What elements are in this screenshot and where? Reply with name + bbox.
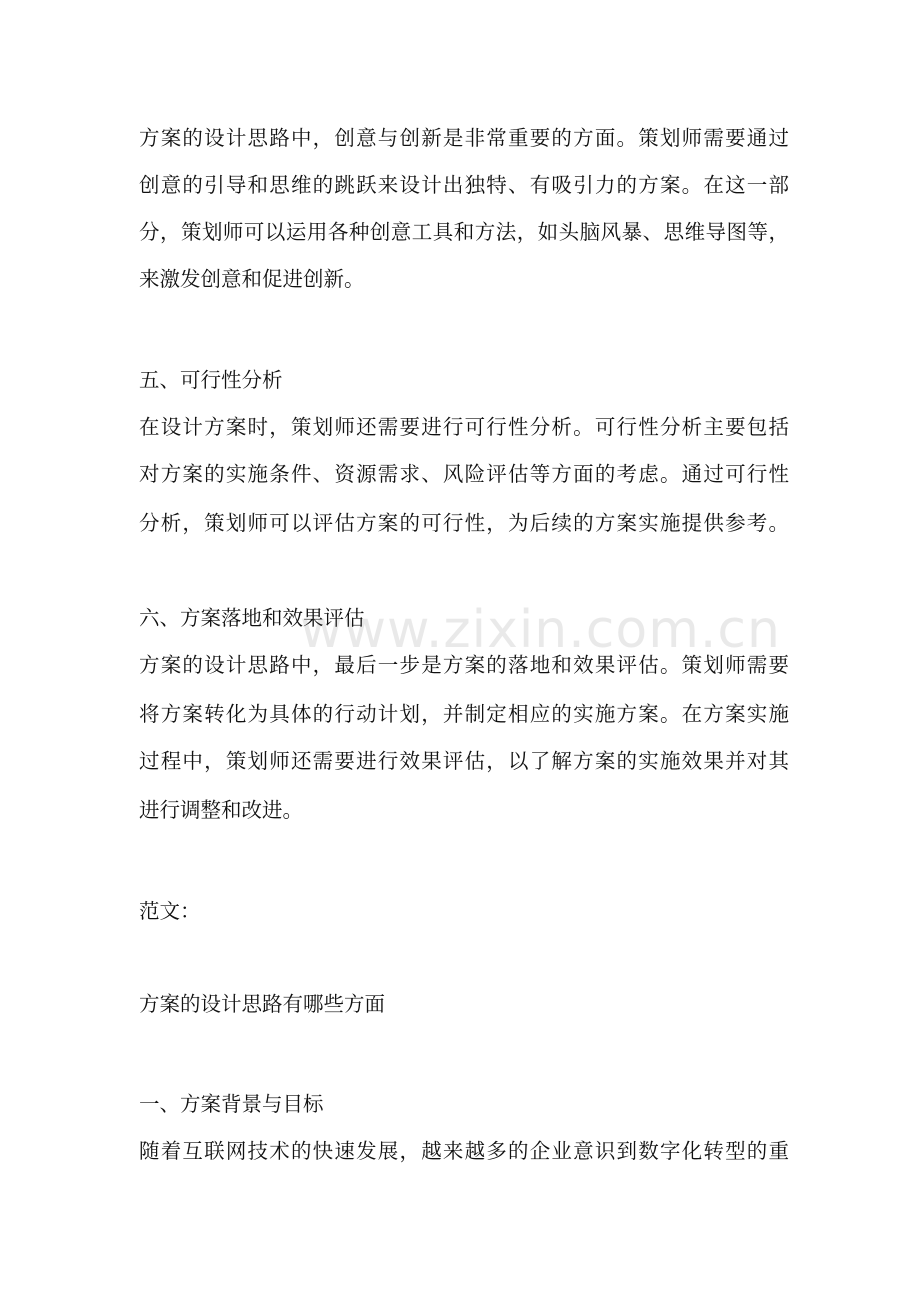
section-heading-background: 一、方案背景与目标: [139, 1092, 324, 1116]
section-heading-implementation: 六、方案落地和效果评估: [139, 606, 365, 630]
sample-label: 范文：: [139, 899, 201, 923]
paragraph-line: 方案的设计思路中，创意与创新是非常重要的方面。策划师需要通过: [139, 126, 789, 150]
paragraph-line: 进行调整和改进。: [139, 798, 303, 822]
paragraph-line: 随着互联网技术的快速发展，越来越多的企业意识到数字化转型的重: [139, 1139, 789, 1163]
paragraph-line: 将方案转化为具体的行动计划，并制定相应的实施方案。在方案实施: [139, 702, 789, 726]
paragraph-line: 方案的设计思路中，最后一步是方案的落地和效果评估。策划师需要: [139, 653, 789, 677]
paragraph-line: 分析，策划师可以评估方案的可行性，为后续的方案实施提供参考。: [139, 511, 789, 535]
paragraph-line: 在设计方案时，策划师还需要进行可行性分析。可行性分析主要包括: [139, 415, 789, 439]
paragraph-line: 创意的引导和思维的跳跃来设计出独特、有吸引力的方案。在这一部: [139, 173, 789, 197]
sample-title: 方案的设计思路有哪些方面: [139, 992, 385, 1016]
watermark: www.zixin.com.cn: [300, 600, 781, 660]
paragraph-line: 来激发创意和促进创新。: [139, 267, 365, 291]
paragraph-line: 过程中，策划师还需要进行效果评估，以了解方案的实施效果并对其: [139, 749, 789, 773]
paragraph-line: 对方案的实施条件、资源需求、风险评估等方面的考虑。通过可行性: [139, 462, 789, 486]
section-heading-feasibility: 五、可行性分析: [139, 368, 283, 392]
paragraph-line: 分，策划师可以运用各种创意工具和方法，如头脑风暴、思维导图等，: [139, 220, 789, 244]
